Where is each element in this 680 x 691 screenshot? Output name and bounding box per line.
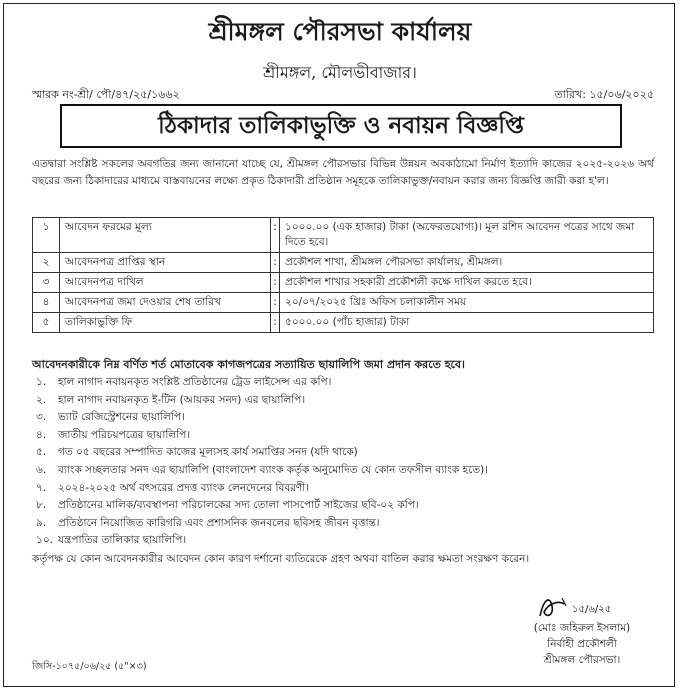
application-info-table: [32, 217, 654, 333]
signatory-name: (মোঃ জহিরুল ইসলাম): [533, 622, 631, 634]
item-text: ২০২৪-২০২৫ অর্থ বৎসরের প্রদত্ত ব্যাংক লেনদেনের বিবরণী।: [58, 481, 310, 494]
handwritten-signature: [536, 594, 636, 622]
row-label: তালিকাভুক্তি ফি: [60, 313, 271, 333]
item-number: ৬.: [36, 463, 47, 476]
list-item: [32, 515, 654, 533]
item-number: ৪.: [36, 428, 47, 441]
item-text: যন্ত্রপাতির তালিকার ছায়ালিপি।: [58, 534, 187, 547]
item-number: ৩.: [36, 411, 47, 424]
closing-statement: কর্তৃপক্ষ যে কোন আবেদনকারীর আবেদন কোন কারণ দর্শানো ব্যতিরেকে গ্রহণ অথবা বাতিল করার ক্ষমতা সংরক্ষণ করেন।: [32, 553, 530, 565]
row-label: আবেদনপত্র দাখিল: [60, 273, 271, 293]
row-colon: :: [271, 293, 280, 313]
row-value: প্রকৌশল শাখা, শ্রীমঙ্গল পৌরসভা কার্যালয়, শ্রীমঙ্গল।: [280, 253, 654, 273]
requirements-list: [32, 374, 654, 550]
list-item: [32, 444, 654, 462]
memo-number: স্মারক নং-শ্রী/ পৌ/৪৭/২৫/১৬৬২: [32, 88, 180, 101]
row-number: ২: [33, 253, 60, 273]
list-item: [32, 392, 654, 410]
signatory-block: [512, 620, 652, 668]
item-number: ৫.: [36, 446, 47, 459]
list-item: [32, 532, 654, 550]
signatory-office: শ্রীমঙ্গল পৌরসভা।: [543, 654, 621, 666]
item-number: ৮.: [36, 499, 47, 512]
item-text: গত ০৫ বছরের সম্পাদিত কাজের মূল্যসহ কার্য সমাপ্তির সনদ (যদি থাকে): [58, 446, 358, 459]
intro-paragraph: এতদ্বারা সংশ্লিষ্ট সকলের অবগতির জন্য জানানো যাচ্ছে যে, শ্রীমঙ্গল পৌরসভার বিভিন্ন উন্নয়ন অবকাঠামো নির্মাণ ইত্যাদি কাজের ২০২৫-২০২৬ অর্থ বছরের জন্য ঠিকাদারের মাধ্যমে বাস্তবায়নের লক্ষ্যে প্রকৃত ঠিকাদারী প্রতিষ্ঠান সমূহকে তালিকাভুক্ত/নবায়ন করার জন্য বিজ্ঞপ্তি জারী করা হ'ল।: [32, 158, 654, 187]
list-item: [32, 462, 654, 480]
row-label: আবেদন ফরমের মূল্য: [60, 218, 271, 253]
office-location: শ্রীমঙ্গল, মৌলভীবাজার।: [263, 63, 417, 82]
row-value: প্রকৌশল শাখার সহকারী প্রকৌশলী কক্ষে দাখিল করতে হবে।: [280, 273, 654, 293]
table-row: [33, 293, 654, 313]
row-value: ১০০০.০০ (এক হাজার) টাকা (অফেরতযোগ্য)। মূল রশিদ আবেদন পত্রের সাথে জমা দিতে হবে।: [280, 218, 654, 253]
row-number: ৩: [33, 273, 60, 293]
row-number: ১: [33, 218, 60, 253]
item-number: ২.: [36, 393, 47, 406]
item-number: ১.: [36, 376, 47, 388]
table-row: [33, 273, 654, 293]
row-colon: :: [271, 273, 280, 293]
list-item: [32, 497, 654, 515]
list-item: [32, 374, 654, 392]
item-text: হাল নাগাদ নবায়নকৃত সংশ্লিষ্ট প্রতিষ্ঠানের ট্রেড লাইসেন্স এর কপি।: [58, 376, 332, 388]
row-value: ২০/০৭/২০২৫ খ্রিঃ অফিস চলাকালীন সময়: [280, 293, 654, 313]
row-label: আবেদনপত্র প্রাপ্তির স্থান: [60, 253, 271, 273]
row-label: আবেদনপত্র জমা দেওয়ার শেষ তারিখ: [60, 293, 271, 313]
item-number: ১০.: [36, 534, 53, 547]
list-item: [32, 409, 654, 427]
item-text: ব্যাংক সচ্ছলতার সনদ এর ছায়ালিপি (বাংলাদেশ ব্যাংক কর্তৃক অনুমোদিত যে কোন তফসীল ব্যাংক হতে)।: [58, 463, 489, 476]
row-colon: :: [271, 218, 280, 253]
office-name: শ্রীমঙ্গল পৌরসভা কার্যালয়: [208, 17, 472, 46]
table-row: [33, 313, 654, 333]
row-number: ৫: [33, 313, 60, 333]
item-text: জাতীয় পরিচয়পত্রের ছায়ালিপি।: [58, 428, 191, 441]
item-number: ৭.: [36, 481, 47, 494]
item-text: প্রতিষ্ঠানে নিয়োজিত কারিগরি এবং প্রশাসনিক জনবলের ছবিসহ জীবন বৃত্তান্ত।: [58, 516, 380, 529]
notice-title: ঠিকাদার তালিকাভুক্তি ও নবায়ন বিজ্ঞপ্তি: [60, 104, 622, 148]
signature-date: ১৫/৬/২৫: [572, 604, 612, 615]
list-item: [32, 480, 654, 498]
row-colon: :: [271, 313, 280, 333]
item-number: ৯.: [36, 516, 47, 529]
item-text: ভ্যাট রেজিস্ট্রেশনের ছায়ালিপি।: [58, 411, 185, 424]
item-text: প্রতিষ্ঠানের মালিক/ব্যবস্থাপনা পরিচালকের সদ্য তোলা পাসপোর্ট সাইজের ছবি-০২ কপি।: [58, 499, 419, 512]
row-colon: :: [271, 253, 280, 273]
requirements-heading: আবেদনকারীকে নিম্ন বর্ণিত শর্ত মোতাবেক কাগজপত্রের সত্যায়িত ছায়ালিপি জমা প্রদান করতে হবে।: [32, 358, 465, 371]
gd-reference: জিসি-১০৭৫/০৬/২৫ (৫"×৩): [32, 661, 147, 672]
item-text: হাল নাগাদ নবায়নকৃত ই-টিন (আয়কর সনদ) এর ছায়ালিপি।: [58, 393, 306, 406]
notice-date: তারিখ: ১৫/০৬/২০২৫: [554, 88, 654, 101]
signatory-designation: নির্বাহী প্রকৌশলী: [547, 638, 617, 650]
table-row: [33, 253, 654, 273]
row-value: ৫০০০.০০ (পাঁচ হাজার) টাকা: [280, 313, 654, 333]
list-item: [32, 427, 654, 445]
table-row: [33, 218, 654, 253]
row-number: ৪: [33, 293, 60, 313]
